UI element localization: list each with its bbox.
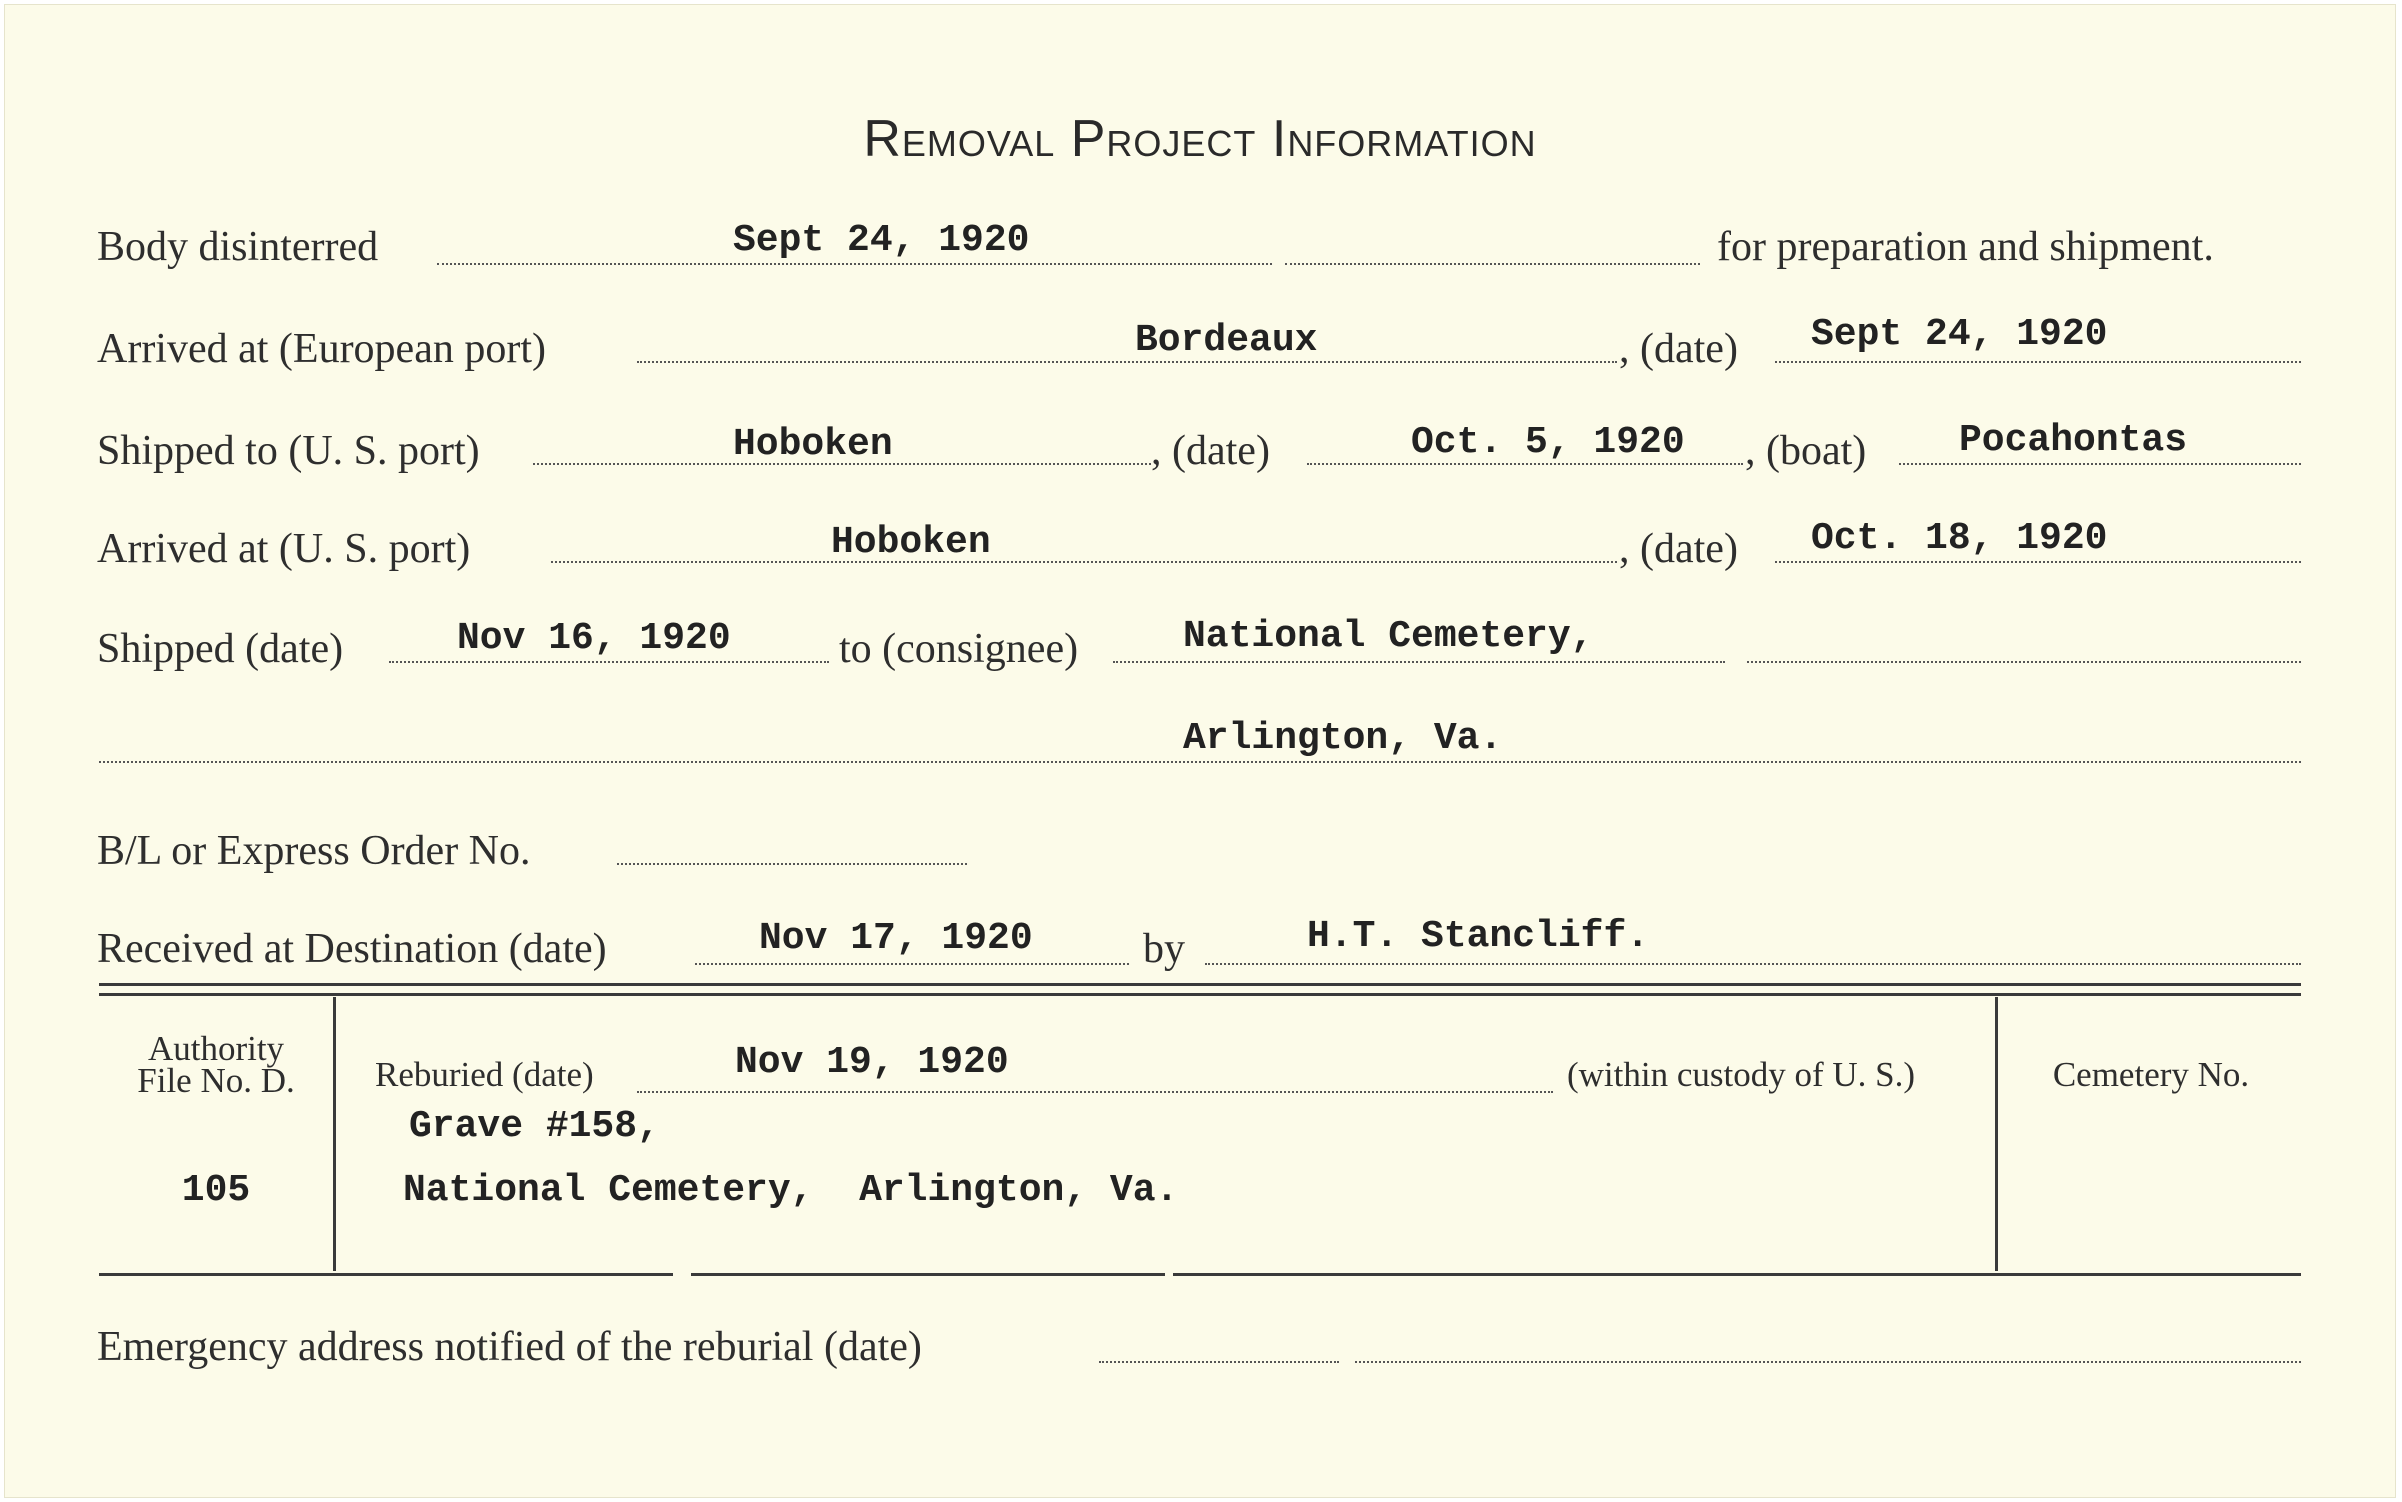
consignee-line-2 [1747,661,2301,663]
box-divider-right [1995,997,1998,1271]
disinterred-line-2 [1285,263,1700,265]
received-date-line [695,963,1129,965]
custody-note: (within custody of U. S.) [1567,1055,1916,1094]
received-by-label: by [1143,926,1185,972]
box-divider-left [333,997,336,1271]
bl-line [617,863,967,865]
record-card [4,4,2396,1498]
card-title: Removal Project Information [863,110,1537,168]
reburied-date: Nov 19, 1920 [735,1041,1009,1084]
arrived-us-date: Oct. 18, 1920 [1811,517,2108,560]
cemetery-no-label: Cemetery No. [2052,1055,2250,1094]
european-port-line [637,361,1617,363]
arrived-us-line [551,561,1617,563]
shipped-us-boat-line [1899,463,2301,465]
box-bottom-rule-2 [691,1273,1165,1276]
shipped-date: Nov 16, 1920 [457,617,731,660]
european-port-date-label: , (date) [1619,326,1738,372]
disinterred-line [437,263,1272,265]
box-top-rule [99,983,2301,986]
emergency-line [1099,1361,1339,1363]
shipped-us-boat-label: , (boat) [1745,428,1867,474]
grave-location: National Cemetery, Arlington, Va. [403,1169,1179,1212]
shipped-date-line [389,661,829,663]
emergency-line-2 [1355,1361,2301,1363]
arrived-us-label: Arrived at (U. S. port) [97,526,471,572]
arrived-us-date-line [1775,561,2301,563]
european-port-value: Bordeaux [1135,319,1318,362]
european-port-date-line [1775,361,2301,363]
disinterred-suffix: for preparation and shipment. [1717,224,2214,270]
box-bottom-rule-3 [1173,1273,2301,1276]
shipped-us-date: Oct. 5, 1920 [1411,421,1685,464]
box-top-rule-2 [99,993,2301,996]
authority-file-label: File No. D. [137,1061,295,1100]
shipped-us-boat: Pocahontas [1959,419,2188,462]
shipped-us-label: Shipped to (U. S. port) [97,428,480,474]
grave-number: Grave #158, [409,1105,660,1148]
shipped-us-date-label: , (date) [1151,428,1270,474]
shipped-us-port: Hoboken [733,423,893,466]
bl-label: B/L or Express Order No. [97,828,531,874]
emergency-label: Emergency address notified of the reburial (date) [97,1324,922,1370]
arrived-us-date-label: , (date) [1619,526,1738,572]
consignee-label: to (consignee) [839,626,1079,672]
european-port-date: Sept 24, 1920 [1811,313,2108,356]
reburied-line [637,1091,1553,1093]
consignee-value-line2: Arlington, Va. [1183,717,1503,760]
received-label: Received at Destination (date) [97,926,607,972]
shipped-date-label: Shipped (date) [97,626,344,672]
received-by-line [1205,963,2301,965]
disinterred-date: Sept 24, 1920 [733,219,1030,262]
arrived-us-port: Hoboken [831,521,991,564]
european-port-label: Arrived at (European port) [97,326,546,372]
consignee-value: National Cemetery, [1183,615,1594,658]
consignee-continuation-line [99,761,2301,763]
received-date: Nov 17, 1920 [759,917,1033,960]
consignee-line [1113,661,1725,663]
disinterred-label: Body disinterred [97,224,379,270]
received-by: H.T. Stancliff. [1307,915,1650,958]
box-bottom-rule-1 [99,1273,673,1276]
authority-label: Authority [147,1029,285,1068]
authority-file-value: 105 [181,1169,251,1212]
reburied-label: Reburied (date) [375,1055,594,1094]
